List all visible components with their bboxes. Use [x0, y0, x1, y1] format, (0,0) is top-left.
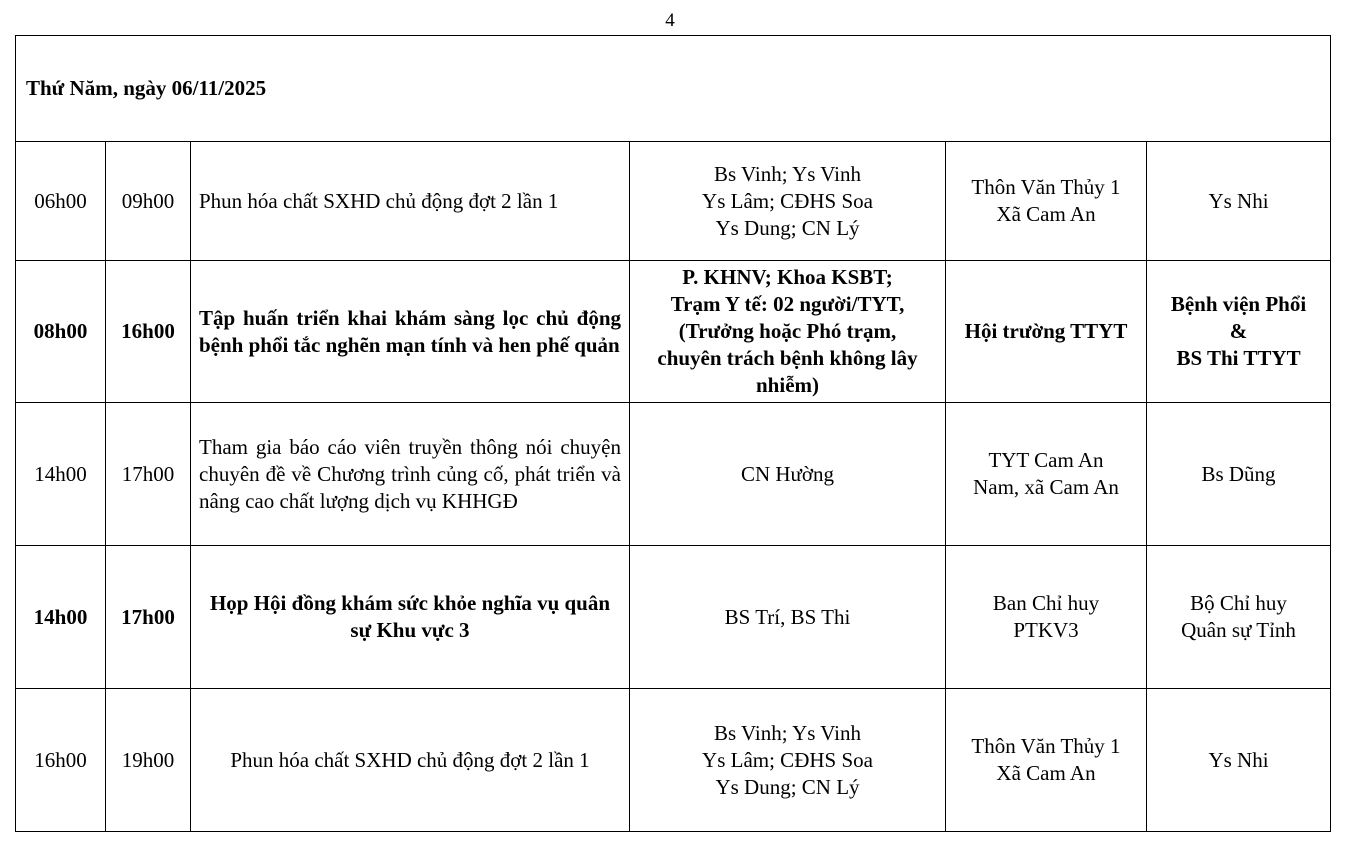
page-number: 4	[665, 10, 675, 31]
participants-cell	[630, 689, 946, 832]
lead-line: Bộ Chỉ huy	[1190, 591, 1287, 615]
day-header-row	[16, 36, 1331, 142]
content-cell: Phun hóa chất SXHD chủ động đợt 2 lần 1	[191, 689, 630, 832]
participants-line: Ys Dung; CN Lý	[715, 215, 860, 240]
day-header: Thứ Năm, ngày 06/11/2025	[16, 36, 1331, 142]
participants-cell	[630, 546, 946, 689]
participants-line: Ys Dung; CN Lý	[715, 774, 860, 799]
content-cell: Họp Hội đồng khám sức khỏe nghĩa vụ quân sự Khu vực 3	[191, 546, 630, 689]
end-time-cell: 17h00	[106, 403, 191, 546]
participants-line: Ys Lâm; CĐHS Soa	[702, 747, 873, 772]
table-row	[16, 142, 1331, 261]
lead-cell	[1147, 261, 1331, 403]
participants-line: Bs Vinh; Ys Vinh	[713, 161, 862, 186]
table-row	[16, 403, 1331, 546]
participants-line: Ys Lâm; CĐHS Soa	[702, 188, 873, 213]
content-cell: Tập huấn triển khai khám sàng lọc chủ động bệnh phổi tắc nghẽn mạn tính và hen phế quản	[191, 261, 630, 403]
end-time-cell: 16h00	[106, 261, 191, 403]
participants-line: chuyên trách bệnh không lây	[657, 346, 918, 370]
location-cell	[946, 261, 1147, 403]
location-line: PTKV3	[1013, 618, 1079, 642]
end-time-cell: 17h00	[106, 546, 191, 689]
participants-cell	[630, 261, 946, 403]
location-line: Nam, xã Cam An	[973, 475, 1119, 499]
participants-line: Bs Vinh; Ys Vinh	[713, 720, 862, 745]
participants-line: nhiễm)	[756, 373, 819, 397]
end-time-cell: 09h00	[106, 142, 191, 261]
lead-line: Quân sự Tỉnh	[1181, 618, 1296, 642]
start-time-cell: 14h00	[16, 546, 106, 689]
content-cell: Tham gia báo cáo viên truyền thông nói chuyện chuyên đề về Chương trình củng cố, phát triển và nâng cao chất lượng dịch vụ KHHGĐ	[191, 403, 630, 546]
start-time-cell: 16h00	[16, 689, 106, 832]
location-line: TYT Cam An	[988, 448, 1104, 472]
participants-cell	[630, 142, 946, 261]
lead-line: Ys Nhi	[1208, 747, 1269, 772]
table-row	[16, 261, 1331, 403]
lead-cell	[1147, 403, 1331, 546]
participants-line: (Trưởng hoặc Phó trạm,	[678, 319, 897, 343]
location-cell	[946, 142, 1147, 261]
participants-line: Trạm Y tế: 02 người/TYT,	[670, 292, 905, 316]
lead-cell	[1147, 142, 1331, 261]
schedule-table	[15, 35, 1331, 832]
start-time-cell: 14h00	[16, 403, 106, 546]
location-line: Ban Chỉ huy	[992, 591, 1100, 615]
lead-line: BS Thi TTYT	[1176, 346, 1301, 370]
location-line: Hội trường TTYT	[964, 319, 1128, 343]
location-line: Xã Cam An	[996, 761, 1096, 785]
participants-line: P. KHNV; Khoa KSBT;	[682, 265, 893, 289]
lead-cell	[1147, 689, 1331, 832]
participants-line: CN Hường	[740, 461, 835, 486]
table-row	[16, 689, 1331, 832]
location-line: Thôn Văn Thủy 1	[971, 734, 1121, 758]
location-cell	[946, 546, 1147, 689]
end-time-cell: 19h00	[106, 689, 191, 832]
location-cell	[946, 689, 1147, 832]
lead-line: Bs Dũng	[1201, 461, 1276, 486]
location-line: Xã Cam An	[996, 202, 1096, 226]
lead-line: Bệnh viện Phổi	[1170, 292, 1307, 316]
content-cell: Phun hóa chất SXHD chủ động đợt 2 lần 1	[191, 142, 630, 261]
table-row	[16, 546, 1331, 689]
lead-line: &	[1229, 319, 1248, 343]
participants-line: BS Trí, BS Thi	[724, 604, 851, 629]
location-cell	[946, 403, 1147, 546]
start-time-cell: 06h00	[16, 142, 106, 261]
location-line: Thôn Văn Thủy 1	[971, 175, 1121, 199]
lead-cell	[1147, 546, 1331, 689]
start-time-cell: 08h00	[16, 261, 106, 403]
participants-cell	[630, 403, 946, 546]
lead-line: Ys Nhi	[1208, 188, 1269, 213]
